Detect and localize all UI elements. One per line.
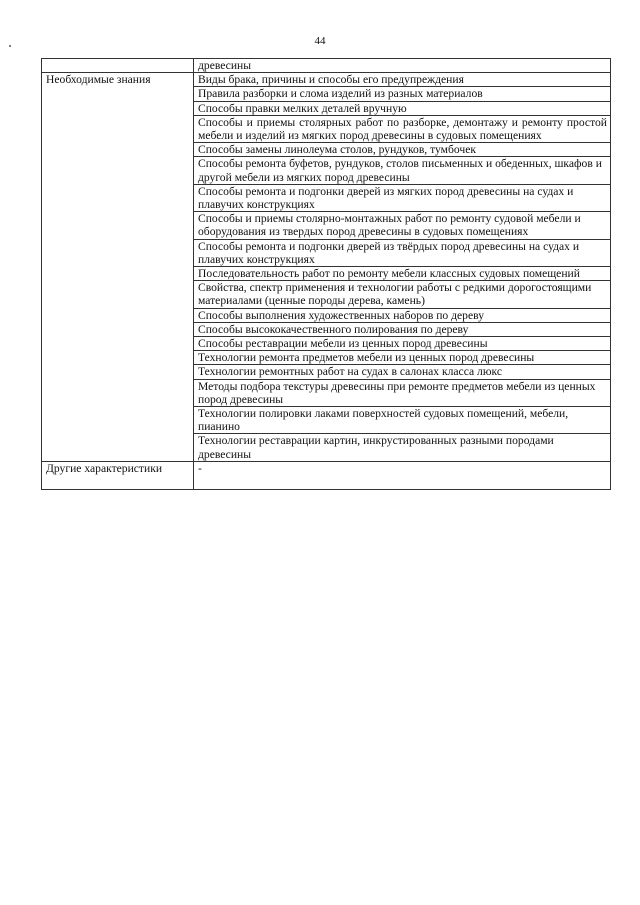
knowledge-item: Способы выполнения художественных наборов по дереву [194, 308, 611, 322]
knowledge-item: Способы замены линолеума столов, рундуков, тумбочек [194, 143, 611, 157]
knowledge-item: Способы ремонта буфетов, рундуков, столов письменных и обеденных, шкафов и другой мебели из мягких пород древесины [194, 157, 611, 184]
knowledge-item: Последовательность работ по ремонту мебели классных судовых помещений [194, 267, 611, 281]
knowledge-item: Свойства, спектр применения и технологии работы с редкими дорогостоящими материалами (ценные породы дерева, камень) [194, 281, 611, 308]
knowledge-item: Методы подбора текстуры древесины при ремонте предметов мебели из ценных пород древесины [194, 379, 611, 406]
qualification-table [41, 58, 611, 490]
knowledge-item: Виды брака, причины и способы его предупреждения [194, 73, 611, 87]
knowledge-item: Способы реставрации мебели из ценных пород древесины [194, 337, 611, 351]
continuation-text: древесины [194, 59, 611, 73]
knowledge-item: Технологии ремонта предметов мебели из ценных пород древесины [194, 351, 611, 365]
knowledge-item: Способы правки мелких деталей вручную [194, 101, 611, 115]
table-row-other [42, 461, 611, 489]
knowledge-item: Способы высококачественного полирования по дереву [194, 322, 611, 336]
knowledge-item: Технологии реставрации картин, инкрустированных разными породами древесины [194, 434, 611, 461]
other-characteristics-value: - [194, 461, 611, 489]
knowledge-item: Правила разборки и слома изделий из разных материалов [194, 87, 611, 101]
page-number: 44 [314, 35, 326, 47]
knowledge-item: Технологии полировки лаками поверхностей судовых помещений, мебели, пианино [194, 407, 611, 434]
knowledge-item: Способы ремонта и подгонки дверей из твёрдых пород древесины на судах и плавучих конструкциях [194, 239, 611, 266]
knowledge-item: Способы ремонта и подгонки дверей из мягких пород древесины на судах и плавучих конструкциях [194, 184, 611, 211]
table-row [42, 73, 611, 87]
knowledge-label: Необходимые знания [42, 73, 194, 462]
knowledge-item: Способы и приемы столярно-монтажных работ по ремонту судовой мебели и оборудования из твердых пород древесины в судовых помещениях [194, 212, 611, 239]
table-row-continuation [42, 59, 611, 73]
scan-speck [9, 45, 11, 47]
other-characteristics-label: Другие характеристики [42, 461, 194, 489]
continuation-left-cell [42, 59, 194, 73]
knowledge-item: Технологии ремонтных работ на судах в салонах класса люкс [194, 365, 611, 379]
knowledge-item: Способы и приемы столярных работ по разборке, демонтажу и ремонту простой мебели и изделий из мягких пород древесины в судовых помещениях [194, 115, 611, 142]
